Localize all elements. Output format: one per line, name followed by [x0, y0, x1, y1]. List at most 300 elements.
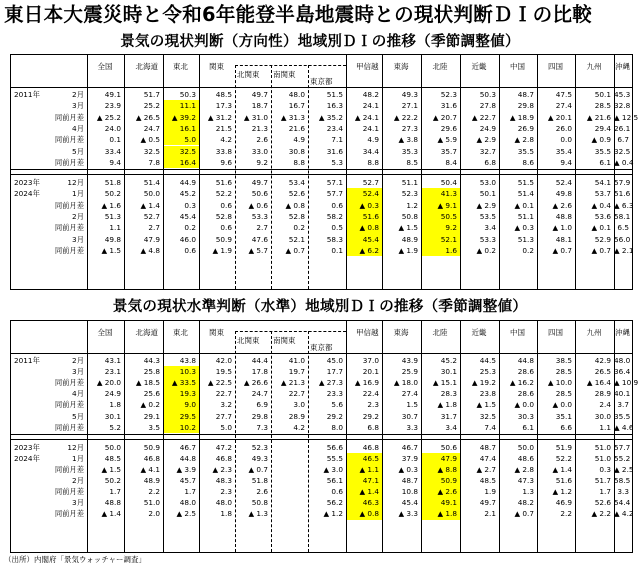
row-label: 2月 — [72, 90, 84, 99]
column-divider — [499, 55, 500, 289]
table-cell: 51.7 — [594, 475, 611, 485]
column-divider — [460, 55, 461, 289]
table-cell: 9.6 — [220, 157, 232, 167]
column-divider — [382, 55, 383, 289]
table-cell: ▲ 1.4 — [140, 200, 160, 210]
table-cell: 0.5 — [331, 223, 343, 233]
table-cell: 2.7 — [256, 223, 268, 233]
table-cell: 45.2 — [440, 356, 457, 365]
table-cell: ▲ 8.8 — [421, 464, 460, 475]
table-cell: 27.8 — [479, 101, 496, 111]
table-cell: 2.7 — [148, 223, 160, 233]
table-cell: 0.1 — [109, 135, 121, 145]
table-cell: 26.0 — [555, 123, 572, 133]
table-cell: 30.1 — [104, 411, 121, 421]
table-cell: 47.5 — [555, 90, 572, 99]
table-cell: 48.0 — [288, 90, 305, 99]
table-cell: 32.8 — [614, 101, 631, 111]
table-cell: 28.9 — [288, 411, 305, 421]
table-cell: 35.5 — [614, 411, 631, 421]
table-cell: 29.1 — [143, 411, 160, 421]
region-header: 東京都 — [310, 77, 333, 86]
row-label: 12月 — [67, 178, 84, 188]
table-row — [11, 188, 632, 199]
table-cell: ▲ 31.2 — [207, 112, 232, 122]
table-cell: 4.2 — [220, 135, 232, 145]
column-divider — [346, 321, 347, 552]
table-cell: 3.4 — [445, 422, 457, 432]
table-cell: 0.3 — [599, 464, 611, 474]
region-header: 九州 — [586, 328, 602, 337]
table-cell: 25.8 — [143, 367, 160, 377]
region-header: 沖縄 — [615, 62, 630, 71]
table-cell: ▲ 35.2 — [318, 112, 343, 122]
table-cell: 8.0 — [331, 422, 343, 432]
table-cell: ▲ 22.7 — [471, 112, 496, 122]
table-cell: 46.3 — [346, 497, 382, 508]
table-cell: 0.6 — [220, 223, 232, 233]
region-header: 四国 — [548, 328, 563, 337]
table-cell: 47.3 — [517, 475, 534, 485]
table-cell: 6.8 — [367, 422, 379, 432]
table-cell: 34.4 — [362, 146, 379, 156]
table-cell: 50.6 — [251, 189, 268, 199]
row-label: 同前月差 — [54, 135, 84, 145]
table-cell: 48.2 — [362, 90, 379, 99]
column-divider — [199, 55, 200, 289]
table-cell: 49.7 — [251, 178, 268, 188]
column-divider — [575, 321, 576, 552]
table-cell: ▲ 10.0 — [547, 378, 572, 388]
table-cell: ▲ 39.2 — [163, 112, 199, 123]
table-cell: ▲ 4.1 — [140, 464, 160, 474]
table-cell: 50.0 — [104, 442, 121, 452]
column-divider — [537, 321, 538, 552]
region-header: 南関東 — [273, 70, 296, 79]
table-cell: 7.8 — [148, 157, 160, 167]
region-header: 北海道 — [135, 328, 158, 337]
table-cell: 28.6 — [517, 367, 534, 377]
table-cell: 51.1 — [401, 178, 418, 188]
table-cell: 46.5 — [346, 453, 382, 464]
block-separator — [11, 169, 632, 175]
table-cell: 25.2 — [143, 101, 160, 111]
table-cell: ▲ 1.9 — [398, 245, 418, 255]
row-label: 同前月差 — [54, 112, 84, 122]
table-cell: 3.3 — [617, 487, 629, 497]
table-cell: 25.6 — [143, 389, 160, 399]
table-cell: 52.3 — [401, 189, 418, 199]
table-cell: 9.2 — [256, 157, 268, 167]
table-cell: 28.5 — [555, 389, 572, 399]
row-label: 12月 — [67, 442, 84, 452]
table-cell: 46.8 — [143, 453, 160, 463]
table-cell: 41.3 — [421, 188, 460, 199]
direction-di-table — [10, 54, 639, 290]
table-cell: 49.3 — [251, 453, 268, 463]
row-label: 5月 — [72, 411, 84, 421]
table-row — [11, 453, 632, 464]
table-cell: 8.8 — [367, 157, 379, 167]
table-cell: 43.9 — [401, 356, 418, 365]
table-cell: 27.7 — [215, 411, 232, 421]
table-cell: 8.8 — [293, 157, 305, 167]
table-cell: ▲ 0.3 — [346, 200, 382, 211]
row-label: 2月 — [72, 356, 84, 365]
table-cell: 1.7 — [599, 487, 611, 497]
table-cell: 51.4 — [517, 189, 534, 199]
table-cell: 48.6 — [517, 453, 534, 463]
table-cell: ▲ 12.5 — [614, 112, 639, 122]
table-row — [11, 486, 632, 497]
table-row — [11, 442, 632, 453]
region-header: 北関東 — [237, 336, 260, 345]
table-cell: 30.3 — [517, 411, 534, 421]
table-cell: ▲ 2.5 — [614, 464, 634, 474]
table-cell: ▲ 0.7 — [514, 509, 534, 519]
table-cell: ▲ 2.6 — [421, 486, 460, 497]
table-cell: 0.2 — [522, 245, 534, 255]
table-cell: 1.3 — [522, 487, 534, 497]
table-cell: 1.7 — [109, 487, 121, 497]
table-cell: ▲ 31.3 — [280, 112, 305, 122]
table-cell: ▲ 1.1 — [346, 464, 382, 475]
table-cell: 32.5 — [479, 411, 496, 421]
table-cell: 48.8 — [555, 211, 572, 221]
table-cell: ▲ 3.8 — [398, 135, 418, 145]
table-cell: 26.9 — [517, 123, 534, 133]
table-cell: 50.8 — [251, 498, 268, 508]
table-cell: 48.3 — [215, 475, 232, 485]
table-cell: 46.8 — [362, 442, 379, 452]
table-cell: 50.1 — [479, 189, 496, 199]
table-cell: 57.7 — [614, 442, 631, 452]
table-cell: ▲ 20.7 — [432, 112, 457, 122]
table-cell: 58.1 — [614, 211, 631, 221]
table-cell: 49.8 — [555, 189, 572, 199]
table-cell: 28.5 — [594, 101, 611, 111]
table-cell: 21.3 — [251, 123, 268, 133]
table-cell: 16.1 — [163, 123, 199, 134]
table-cell: 48.2 — [517, 498, 534, 508]
table-cell: 3.0 — [293, 400, 305, 410]
table-cell: 2.3 — [367, 400, 379, 410]
table-cell: 47.9 — [143, 234, 160, 244]
table-row — [11, 234, 632, 245]
table-cell: 52.9 — [594, 234, 611, 244]
table-cell: 49.3 — [401, 90, 418, 99]
row-label: 同前月差 — [54, 487, 84, 497]
column-divider — [199, 321, 200, 552]
table-cell: 7.4 — [484, 422, 496, 432]
table-row — [11, 475, 632, 486]
table-cell: 51.5 — [517, 178, 534, 188]
table-row — [11, 497, 632, 508]
table-cell: 46.0 — [179, 234, 196, 244]
table-cell: 48.5 — [215, 90, 232, 99]
region-header: 北関東 — [237, 70, 260, 79]
row-label: 同前月差 — [54, 378, 84, 388]
table-cell: 56.0 — [614, 234, 631, 244]
column-divider — [124, 55, 125, 289]
table-cell: 6.5 — [617, 223, 629, 233]
table-cell: 52.6 — [288, 189, 305, 199]
column-divider — [124, 321, 125, 552]
table-cell: ▲ 31.0 — [243, 112, 268, 122]
region-header: 全国 — [97, 62, 113, 71]
table-cell: ▲ 19.2 — [471, 378, 496, 388]
table-cell: ▲ 0.0 — [514, 400, 534, 410]
table-cell: ▲ 1.2 — [552, 487, 572, 497]
table-cell: 2.2 — [148, 487, 160, 497]
table-cell: 52.4 — [346, 188, 382, 199]
table-cell: 6.1 — [522, 422, 534, 432]
table-cell: 48.0 — [179, 498, 196, 508]
region-header: 関東 — [209, 328, 224, 337]
table-cell: 24.9 — [479, 123, 496, 133]
table-cell: ▲ 2.9 — [476, 135, 496, 145]
region-header: 南関東 — [273, 336, 296, 345]
year-label: 2024年 — [14, 453, 40, 463]
table-cell: ▲ 3.3 — [398, 509, 418, 519]
table-cell: 35.7 — [440, 146, 457, 156]
table-cell: ▲ 0.7 — [591, 245, 611, 255]
table-cell: 57.7 — [326, 189, 343, 199]
table-cell: ▲ 0.0 — [552, 400, 572, 410]
table-cell: 53.3 — [251, 211, 268, 221]
table-cell: 48.0 — [215, 498, 232, 508]
table-cell: ▲ 4.6 — [614, 422, 634, 432]
table-cell: ▲ 0.8 — [346, 508, 382, 519]
table-cell: 0.2 — [293, 223, 305, 233]
table-cell: 2.6 — [256, 135, 268, 145]
table-cell: 24.0 — [104, 123, 121, 133]
table-cell: 45.4 — [401, 498, 418, 508]
table-cell: ▲ 2.8 — [514, 135, 534, 145]
table-cell: 53.3 — [479, 234, 496, 244]
table-cell: ▲ 1.4 — [101, 509, 121, 519]
table-cell: 48.7 — [517, 90, 534, 99]
table-cell: 29.4 — [594, 123, 611, 133]
table-cell: 58.5 — [614, 475, 631, 485]
table-cell: ▲ 0.8 — [346, 222, 382, 233]
rows-2011 — [11, 353, 639, 432]
table-cell: 53.6 — [594, 211, 611, 221]
table-cell: 19.5 — [215, 367, 232, 377]
table-cell: ▲ 18.9 — [509, 112, 534, 122]
table-cell: 9.0 — [163, 399, 199, 410]
row-label: 同前月差 — [54, 400, 84, 410]
region-header: 中国 — [510, 62, 525, 71]
table-cell: 24.7 — [251, 389, 268, 399]
table-cell: 50.0 — [517, 442, 534, 452]
table-cell: 50.9 — [215, 234, 232, 244]
region-header: 甲信越 — [356, 328, 379, 337]
table-cell: ▲ 1.3 — [248, 509, 268, 519]
table-cell: 47.4 — [479, 453, 496, 463]
table-cell: 30.1 — [440, 367, 457, 377]
table-cell: ▲ 18.5 — [135, 378, 160, 388]
subheader-divider — [235, 65, 346, 66]
table-cell: ▲ 4.8 — [140, 245, 160, 255]
table-cell: 49.1 — [104, 90, 121, 99]
table-cell: 52.6 — [594, 498, 611, 508]
table-cell: ▲ 0.9 — [591, 135, 611, 145]
table-cell: ▲ 5.9 — [437, 135, 457, 145]
table-cell: 1.9 — [484, 487, 496, 497]
table-cell: 2.6 — [256, 487, 268, 497]
column-divider — [163, 55, 164, 289]
table-cell: 1.8 — [220, 509, 232, 519]
row-label: 1月 — [72, 453, 84, 463]
table-cell: 0.6 — [331, 200, 343, 210]
block-separator — [11, 434, 632, 440]
table-cell: 32.5 — [143, 146, 160, 156]
region-header: 北陸 — [432, 328, 448, 337]
table-row — [11, 211, 632, 222]
table-cell: 4.9 — [367, 135, 379, 145]
table-cell: 0.6 — [184, 245, 196, 255]
table-cell: 50.1 — [594, 90, 611, 99]
table-cell: 17.3 — [215, 101, 232, 111]
table-cell: 45.4 — [346, 234, 382, 245]
region-header: 東北 — [173, 328, 188, 337]
row-label: 3月 — [72, 101, 84, 111]
table-cell: 28.9 — [594, 389, 611, 399]
table-cell: 48.8 — [104, 498, 121, 508]
table-cell: 48.0 — [614, 356, 631, 365]
table-cell: ▲ 26.6 — [243, 378, 268, 388]
section2-title: 景気の現状水準判断（水準）地域別ＤＩの推移（季節調整値） — [112, 299, 528, 315]
table-cell: 51.6 — [346, 211, 382, 222]
table-cell: 51.3 — [517, 234, 534, 244]
row-label: 3月 — [72, 234, 84, 244]
row-label: 5月 — [72, 146, 84, 156]
level-di-table — [10, 320, 639, 553]
table-cell: 8.6 — [522, 157, 534, 167]
table-cell: 5.0 — [163, 134, 199, 145]
table-cell: 6.6 — [560, 422, 572, 432]
year-label: 2023年 — [14, 442, 40, 452]
table-cell: 25.9 — [401, 367, 418, 377]
table-cell: 5.3 — [331, 157, 343, 167]
table-row — [11, 123, 632, 134]
table-cell: ▲ 16.4 — [586, 378, 611, 388]
table-cell: ▲ 0.1 — [591, 223, 611, 233]
table-cell: 47.6 — [251, 234, 268, 244]
row-label: 4月 — [72, 123, 84, 133]
column-divider — [421, 321, 422, 552]
column-divider — [382, 321, 383, 552]
table-cell: 55.2 — [614, 453, 631, 463]
table-row — [11, 222, 632, 233]
table-cell: 45.7 — [179, 475, 196, 485]
table-cell: 52.8 — [215, 211, 232, 221]
table-row — [11, 177, 632, 188]
table-cell: 23.4 — [326, 123, 343, 133]
table-cell: 5.6 — [331, 400, 343, 410]
table-cell: 46.9 — [555, 498, 572, 508]
table-cell: ▲ 0.8 — [285, 200, 305, 210]
table-cell: 35.5 — [517, 146, 534, 156]
table-cell: 17.8 — [251, 367, 268, 377]
table-cell: 48.7 — [401, 475, 418, 485]
rows-2024 — [11, 440, 632, 518]
table-cell: ▲ 25.2 — [96, 112, 121, 122]
region-header: 北陸 — [432, 62, 448, 71]
table-cell: 20.1 — [362, 367, 379, 377]
table-cell: ▲ 1.8 — [421, 508, 460, 519]
table-cell: 51.0 — [594, 442, 611, 452]
table-cell: ▲ 0.2 — [476, 245, 496, 255]
table-cell: ▲ 0.1 — [514, 200, 534, 210]
table-cell: 54.1 — [594, 178, 611, 188]
table-cell: 49.7 — [479, 498, 496, 508]
table-cell: 27.4 — [401, 389, 418, 399]
rows-2011 — [11, 87, 639, 167]
table-cell: 45.0 — [326, 356, 343, 365]
table-cell: 30.7 — [401, 411, 418, 421]
table-cell: 48.9 — [143, 475, 160, 485]
table-cell: 29.8 — [251, 411, 268, 421]
table-row — [11, 399, 632, 410]
table-cell: ▲ 0.4 — [591, 200, 611, 210]
table-cell: 52.3 — [440, 90, 457, 99]
table-cell: 46.8 — [215, 453, 232, 463]
table-cell: 9.4 — [560, 157, 572, 167]
row-label: 4月 — [72, 389, 84, 399]
year-label: 2011年 — [14, 90, 40, 99]
table-cell: 42.0 — [215, 356, 232, 365]
table-cell: 6.7 — [617, 135, 629, 145]
table-cell: ▲ 1.5 — [398, 223, 418, 233]
table-cell: 52.7 — [362, 178, 379, 188]
table-cell: 3.3 — [406, 422, 418, 432]
column-divider — [87, 55, 88, 289]
table-row — [11, 89, 632, 100]
table-cell: 33.4 — [104, 146, 121, 156]
table-cell: 52.2 — [215, 189, 232, 199]
table-cell: 2.1 — [484, 509, 496, 519]
table-cell: 55.5 — [326, 453, 343, 463]
column-divider — [163, 321, 164, 552]
table-cell: 42.9 — [594, 356, 611, 365]
table-cell: 50.9 — [421, 475, 460, 486]
table-cell: 0.0 — [560, 135, 572, 145]
table-cell: ▲ 0.3 — [514, 223, 534, 233]
table-cell: 50.0 — [143, 189, 160, 199]
table-cell: 22.7 — [215, 389, 232, 399]
table-cell: 26.5 — [594, 367, 611, 377]
table-cell: 29.8 — [517, 101, 534, 111]
region-header: 甲信越 — [356, 62, 379, 71]
column-divider — [575, 55, 576, 289]
table-cell: 30.0 — [594, 411, 611, 421]
table-cell: ▲ 5.7 — [248, 245, 268, 255]
table-row — [11, 377, 639, 388]
table-cell: 3.7 — [617, 400, 629, 410]
table-cell: ▲ 0.5 — [140, 135, 160, 145]
table-row — [11, 112, 639, 123]
table-cell: ▲ 10.9 — [614, 378, 639, 388]
table-cell: 8.5 — [406, 157, 418, 167]
table-cell: 23.1 — [104, 367, 121, 377]
table-cell: ▲ 27.3 — [318, 378, 343, 388]
table-cell: 22.7 — [288, 389, 305, 399]
row-label: 1月 — [72, 189, 84, 199]
table-cell: 53.7 — [594, 189, 611, 199]
row-label: 同前月差 — [54, 509, 84, 519]
